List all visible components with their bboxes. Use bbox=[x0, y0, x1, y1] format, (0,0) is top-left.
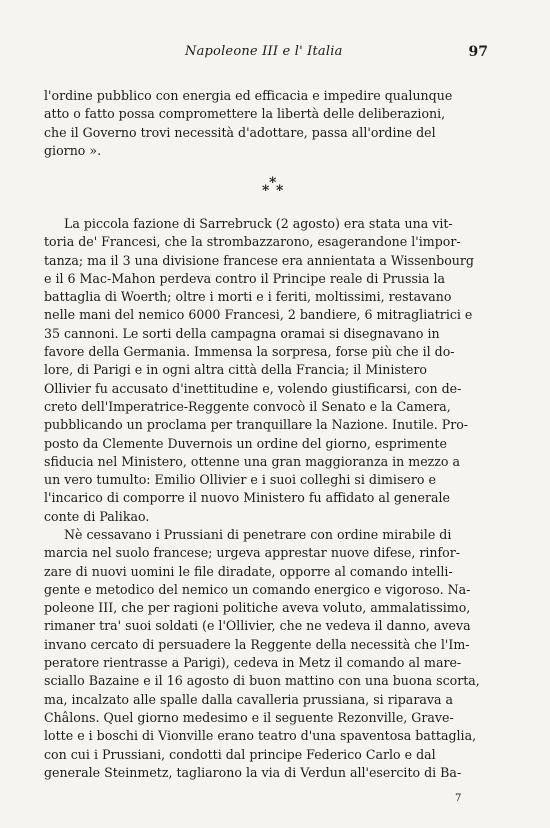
text-line: con cui i Prussiani, condotti dal principe Federico Carlo e dal bbox=[44, 746, 436, 762]
paragraph-continuation bbox=[44, 87, 484, 160]
text-line: l'ordine pubblico con energia ed efficacia e impedire qualunque bbox=[44, 88, 453, 103]
text-line: gente e metodico del nemico un comando energico e vigoroso. Na- bbox=[44, 581, 471, 597]
signature-mark: 7 bbox=[455, 793, 462, 804]
text-line: La piccola fazione di Sarrebruck (2 agosto) era stata una vit- bbox=[64, 216, 453, 231]
text-line: 35 cannoni. Le sorti della campagna oramai si disegnavano in bbox=[44, 325, 440, 341]
text-line: e il 6 Mac-Mahon perdeva contro il Principe reale di Prussia la bbox=[44, 270, 445, 286]
text-line: che il Governo trovi necessità d'adottare, passa all'ordine del bbox=[44, 124, 436, 140]
asterism-star: * bbox=[269, 175, 277, 191]
text-line: l'incarico di comporre il nuovo Ministero fu affidato al generale bbox=[44, 490, 450, 506]
text-line: posto da Clemente Duvernois un ordine del giorno, esprimente bbox=[44, 435, 447, 451]
text-line: battaglia di Woerth; oltre i morti e i feriti, moltissimi, restavano bbox=[44, 289, 452, 305]
text-line: atto o fatto possa compromettere la libertà delle deliberazioni, bbox=[44, 106, 446, 122]
text-line: toria de' Francesi, che la strombazzarono, esagerandone l'impor- bbox=[44, 234, 461, 250]
asterism-star: * bbox=[262, 183, 270, 199]
text-line: zare di nuovi uomini le file diradate, opporre al comando intelli- bbox=[44, 563, 453, 579]
text-line: favore della Germania. Immensa la sorpresa, forse più che il do- bbox=[44, 344, 455, 360]
text-line: peratore rientrasse a Parigi), cedeva in Metz il comando al mare- bbox=[44, 655, 462, 671]
text-line: poleone III, che per ragioni politiche aveva voluto, ammalatissimo, bbox=[44, 600, 471, 616]
paragraph-sarrebruck bbox=[44, 215, 484, 526]
text-line: rimaner tra' suoi soldati (e l'Ollivier, che ne vedeva il danno, aveva bbox=[44, 618, 471, 634]
page-header bbox=[60, 44, 488, 66]
asterism-star: * bbox=[276, 183, 284, 199]
section-asterism bbox=[260, 176, 290, 198]
text-line: sciallo Bazaine e il 16 agosto di buon mattino con una buona scorta, bbox=[44, 673, 480, 689]
text-line: ma, incalzato alle spalle dalla cavalleria prussiana, si riparava a bbox=[44, 691, 453, 707]
text-line: giorno ». bbox=[44, 142, 102, 158]
text-line: nelle mani del nemico 6000 Francesi, 2 bandiere, 6 mitragliatrici e bbox=[44, 307, 473, 323]
text-line: creto dell'Imperatrice-Reggente convocò il Senato e la Camera, bbox=[44, 398, 451, 414]
text-line: un vero tumulto: Emilio Ollivier e i suoi colleghi si dimisero e bbox=[44, 472, 436, 488]
text-line: invano cercato di persuadere la Reggente della necessità che l'Im- bbox=[44, 636, 470, 652]
text-line: lore, di Parigi e in ogni altra città della Francia; il Ministero bbox=[44, 362, 427, 378]
text-line: Nè cessavano i Prussiani di penetrare con ordine mirabile di bbox=[64, 527, 452, 542]
text-line: generale Steinmetz, tagliarono la via di Verdun all'esercito di Ba- bbox=[44, 764, 462, 780]
paragraph-prussiani bbox=[44, 526, 484, 782]
text-line: Ollivier fu accusato d'inettitudine e, volendo giustificarsi, con de- bbox=[44, 380, 462, 396]
text-line: conte di Palikao. bbox=[44, 508, 150, 524]
text-line: marcia nel suolo francese; urgeva apprestar nuove difese, rinfor- bbox=[44, 545, 461, 561]
running-title: Napoleone III e l' Italia bbox=[185, 44, 343, 59]
page-number: 97 bbox=[468, 44, 488, 60]
text-line: sfiducia nel Ministero, ottenne una gran maggioranza in mezzo a bbox=[44, 453, 461, 469]
text-line: Châlons. Quel giorno medesimo e il seguente Rezonville, Grave- bbox=[44, 709, 454, 725]
text-line: tanza; ma il 3 una divisione francese era annientata a Wissenbourg bbox=[44, 252, 474, 268]
text-line: pubblicando un proclama per tranquillare la Nazione. Inutile. Pro- bbox=[44, 417, 469, 433]
text-line: lotte e i boschi di Vionville erano teatro d'una spaventosa battaglia, bbox=[44, 728, 477, 744]
